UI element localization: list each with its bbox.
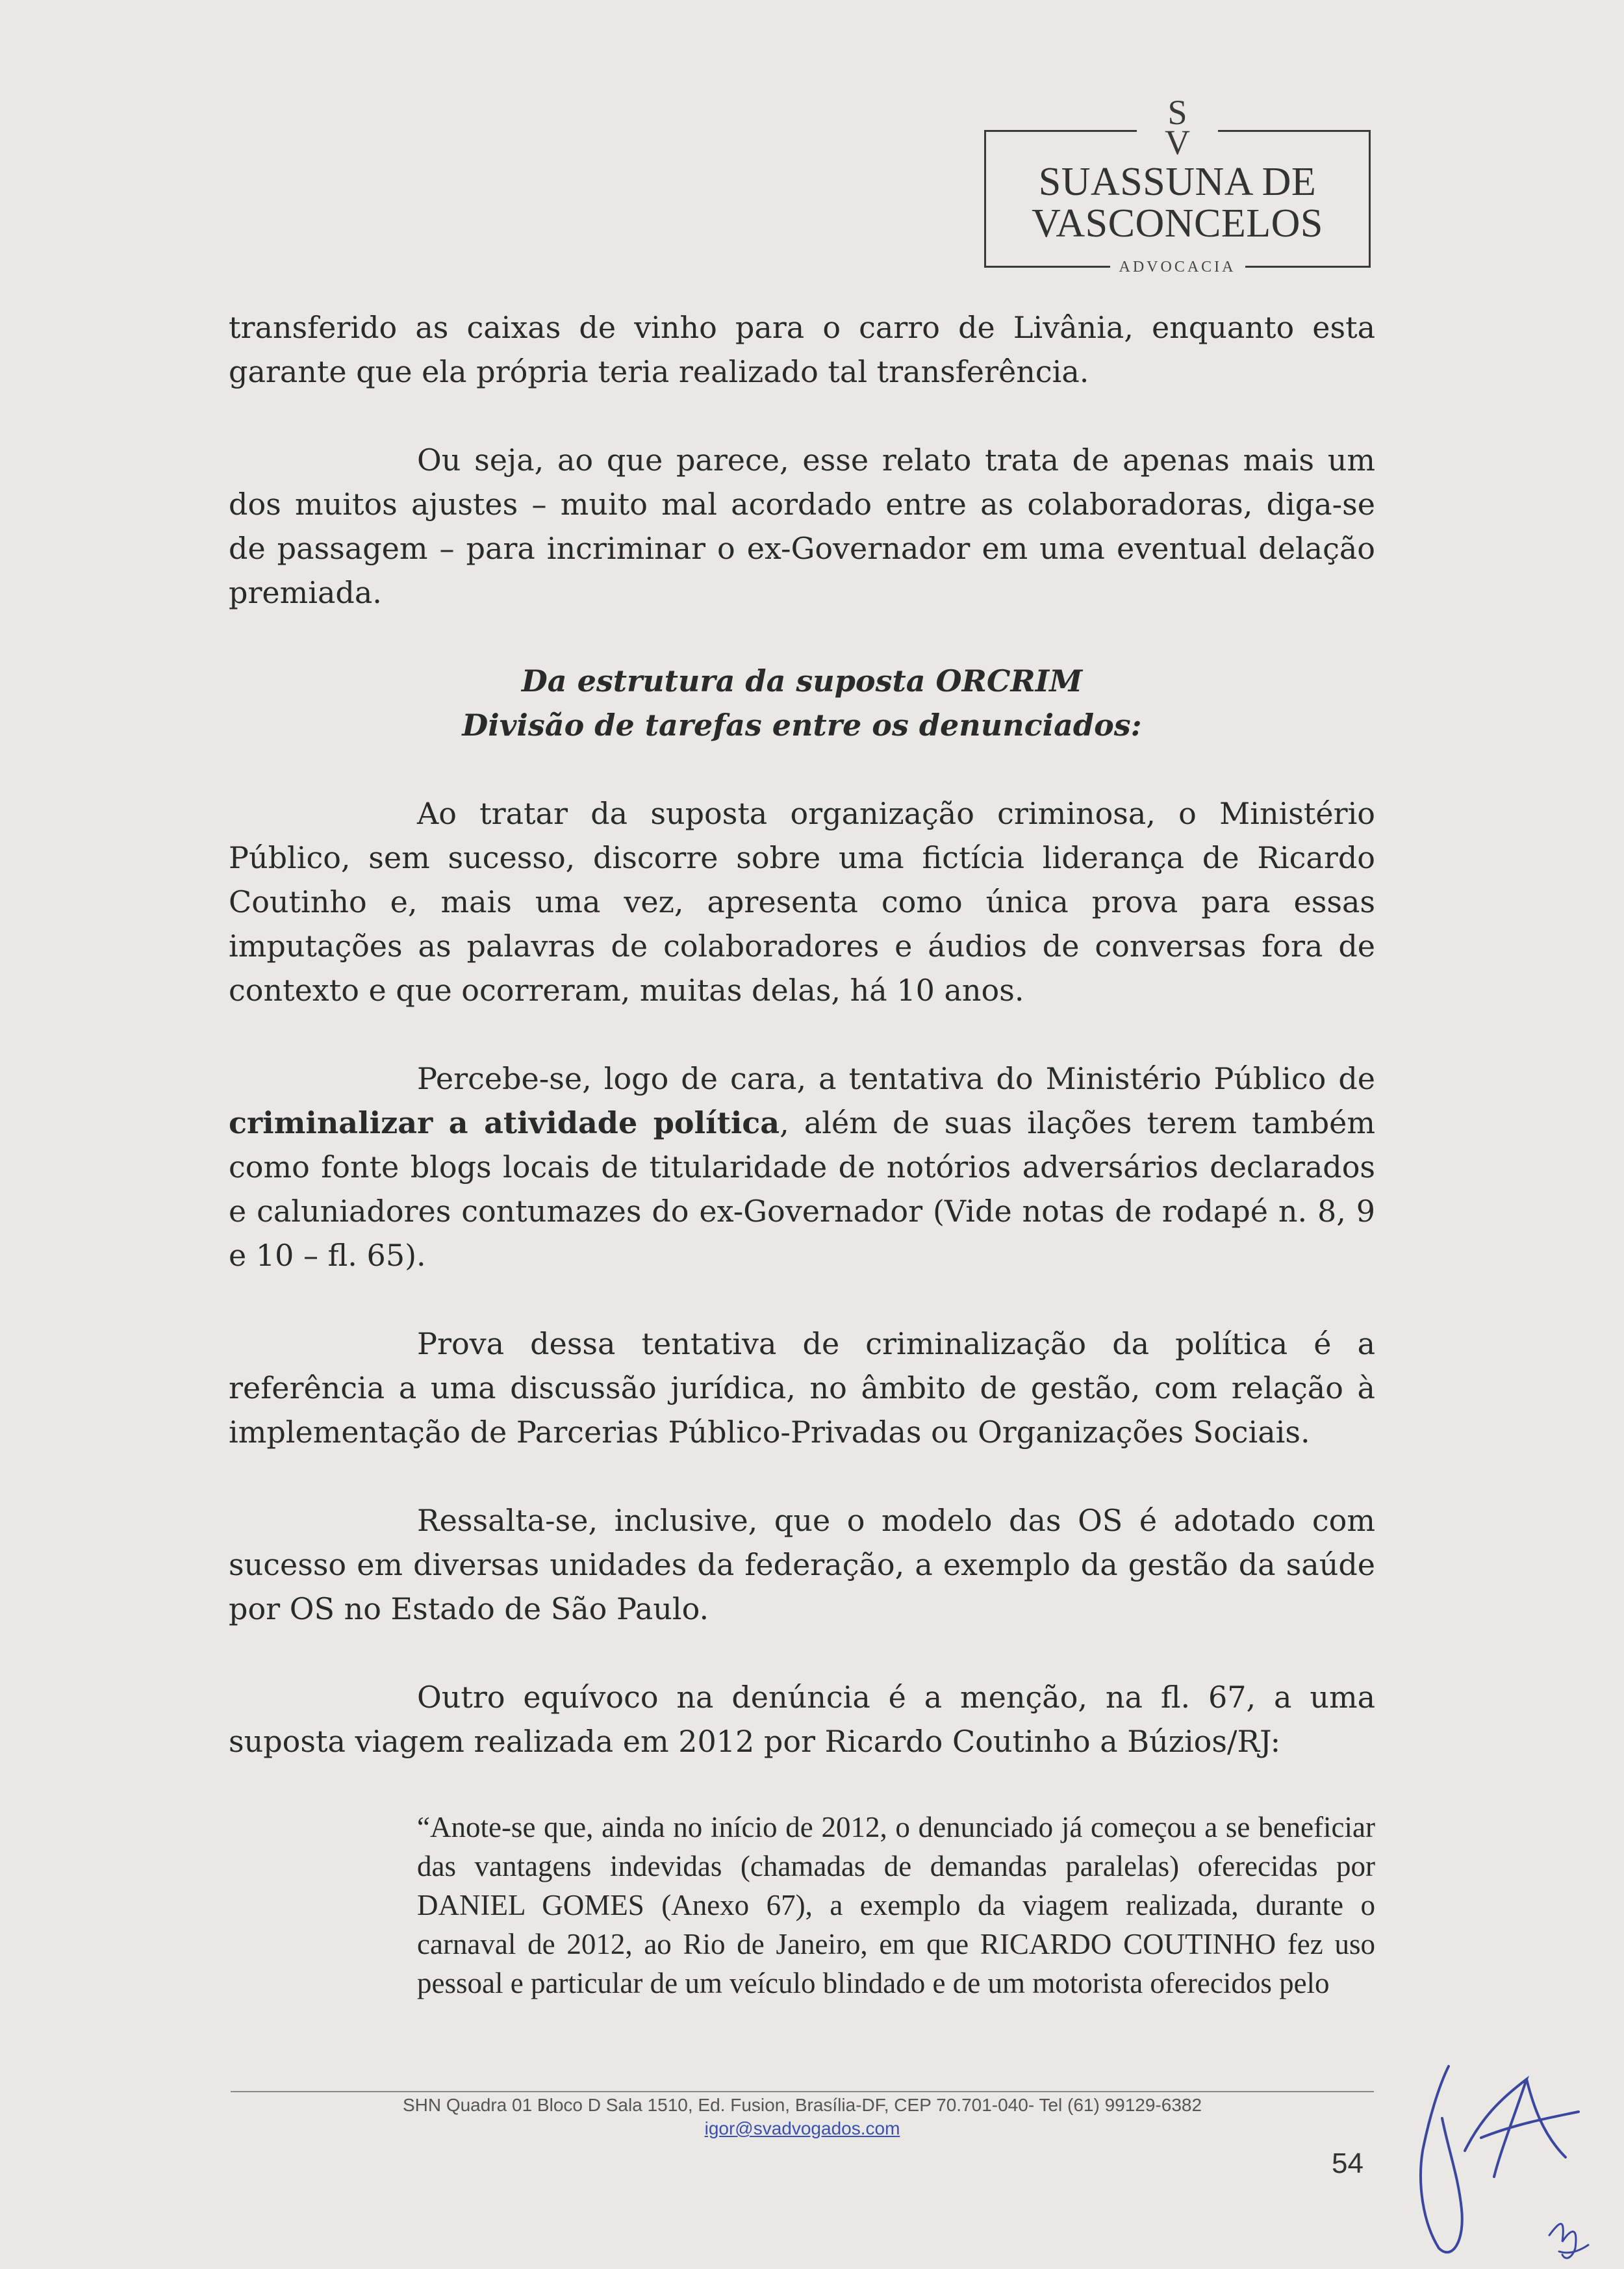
- paragraph-1: transferido as caixas de vinho para o carro de Livânia, enquanto esta garante que ela própria teria realizado tal transferência.: [229, 310, 1375, 389]
- paragraph-5: Prova dessa tentativa de criminalização da política é a referência a uma discussão jurídica, no âmbito de gestão, com relação à implementação de Parcerias Público-Privadas ou Organizações Sociais.: [229, 1326, 1375, 1450]
- logo-subtitle: ADVOCACIA: [1110, 259, 1245, 276]
- footer: [231, 2094, 1374, 2140]
- paragraph-4-end: , além de suas ilações terem também como fonte blogs locais de titularidade de notórios adversários declarados e caluniadores contumazes do ex-Governador (Vide notas de rodapé n. 8, 9 e 10 – fl. 65).: [229, 1105, 1375, 1273]
- logo-monogram-s: S: [1167, 93, 1187, 132]
- footer-divider: [231, 2091, 1374, 2092]
- paragraph-3: Ao tratar da suposta organização criminosa, o Ministério Público, sem sucesso, discorre sobre uma fictícia liderança de Ricardo Coutinho e, mais uma vez, apresenta como única prova para essas imputações as palavras de colaboradores e áudios de conversas fora de contexto e que ocorreram, muitas delas, há 10 anos.: [229, 796, 1375, 1008]
- footer-address: SHN Quadra 01 Bloco D Sala 1510, Ed. Fusion, Brasília-DF, CEP 70.701-040- Tel (61) 99129-6382: [402, 2095, 1202, 2115]
- section-heading-line1: Da estrutura da suposta ORCRIM: [521, 663, 1083, 699]
- paragraph-7: Outro equívoco na denúncia é a menção, na fl. 67, a uma suposta viagem realizada em 2012 por Ricardo Coutinho a Búzios/RJ:: [229, 1680, 1375, 1759]
- handwritten-signature-icon: [1403, 2027, 1624, 2269]
- logo-monogram: [986, 93, 1369, 162]
- logo-name-line2: VASCONCELOS: [1032, 201, 1323, 246]
- footer-email-link[interactable]: igor@svadvogados.com: [704, 2118, 900, 2138]
- paragraph-4: [229, 1057, 1375, 1277]
- section-heading: [229, 659, 1375, 747]
- logo-monogram-v: V: [1165, 123, 1190, 162]
- paragraph-2: Ou seja, ao que parece, esse relato trata de apenas mais um dos muitos ajustes – muito mal acordado entre as colaboradoras, diga-se de passagem – para incriminar o ex-Governador em uma eventual delação premiada.: [229, 442, 1375, 610]
- page-number: 54: [1332, 2147, 1364, 2179]
- firm-logo: [984, 93, 1371, 276]
- paragraph-4-bold: criminalizar a atividade política: [229, 1105, 780, 1140]
- paragraph-6: Ressalta-se, inclusive, que o modelo das OS é adotado com sucesso em diversas unidades da federação, a exemplo da gestão da saúde por OS no Estado de São Paulo.: [229, 1503, 1375, 1626]
- document-body: [229, 305, 1375, 2003]
- footer-email-row: [231, 2117, 1374, 2140]
- block-quote: “Anote-se que, ainda no início de 2012, o denunciado já começou a se beneficiar das vantagens indevidas (chamadas de demandas paralelas) oferecidas por DANIEL GOMES (Anexo 67), a exemplo da viagem realizada, durante o carnaval de 2012, ao Rio de Janeiro, em que RICARDO COUTINHO fez uso pessoal e particular de um veículo blindado e de um motorista oferecidos pelo: [417, 1811, 1375, 1999]
- logo-subtitle-wrap: [986, 259, 1369, 276]
- logo-name: [986, 161, 1369, 244]
- section-heading-line2: Divisão de tarefas entre os denunciados:: [462, 708, 1142, 743]
- logo-name-line1: SUASSUNA DE: [1038, 160, 1317, 204]
- paragraph-4-start: Percebe-se, logo de cara, a tentativa do Ministério Público de: [417, 1061, 1375, 1096]
